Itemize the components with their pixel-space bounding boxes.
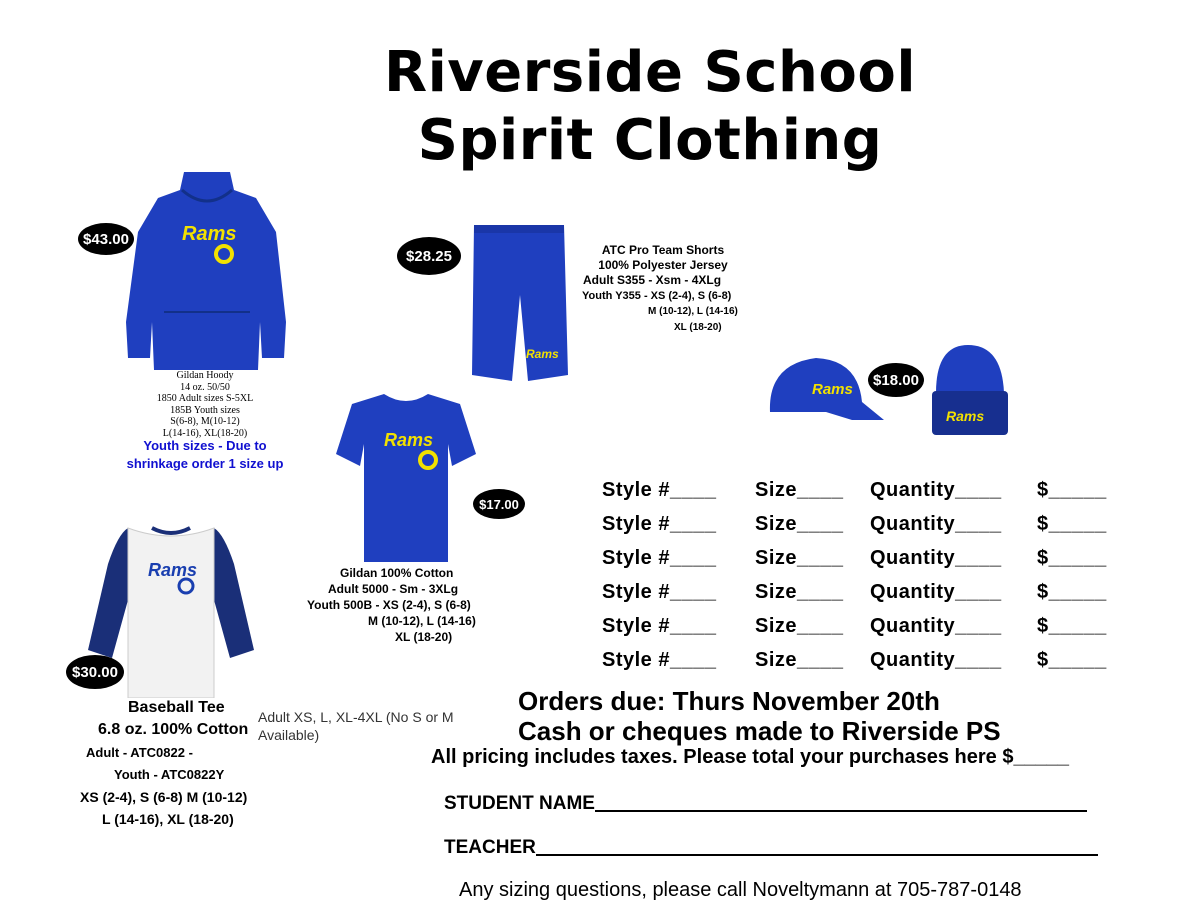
baseball-left-sleeve [88,528,128,658]
shorts-image [470,225,570,383]
shorts-logo: Rams [526,347,559,361]
style-field[interactable]: Style #____ [602,615,717,637]
tshirt-image [336,394,476,562]
amount-field[interactable]: $_____ [1037,479,1107,501]
hoody-image [124,172,290,370]
style-field[interactable]: Style #____ [602,649,717,671]
baseball-line: Youth - ATC0822Y [114,767,225,782]
page-title-line2: Spirit Clothing [417,108,883,173]
shorts-line: XL (18-20) [674,322,722,333]
baseball-logo: Rams [148,560,198,580]
size-field[interactable]: Size____ [755,649,844,671]
shorts-line: Adult S355 - Xsm - 4XLg [583,273,722,287]
baseball-body [128,528,214,698]
hoody-price-badge: $43.00 [78,223,134,255]
order-row [602,649,1107,683]
beanie-image [930,343,1010,437]
hats-price-badge: $18.00 [868,363,924,397]
quantity-field[interactable]: Quantity____ [870,513,1002,535]
order-form [602,479,1107,683]
tshirt-line: Youth 500B - XS (2-4), S (6-8) [307,598,471,612]
shorts-line: ATC Pro Team Shorts [601,243,725,257]
baseball-collar [152,528,190,533]
shorts-line: 100% Polyester Jersey [598,258,728,272]
shorts-price-badge: $28.25 [397,237,461,275]
amount-field[interactable]: $_____ [1037,649,1107,671]
beanie-top [936,345,1004,393]
quantity-field[interactable]: Quantity____ [870,649,1002,671]
cap-logo: Rams [812,381,853,398]
amount-field[interactable]: $_____ [1037,513,1107,535]
size-field[interactable]: Size____ [755,615,844,637]
tshirt-line: Gildan 100% Cotton [340,566,454,580]
teacher-label: TEACHER [444,837,536,858]
baseball-price-badge: $30.00 [66,655,124,689]
pricing-note: All pricing includes taxes. Please total your purchases here $_____ [431,746,1070,768]
size-field[interactable]: Size____ [755,479,844,501]
hoody-line: 1850 Adult sizes S-5XL [156,393,254,404]
beanie-logo: Rams [946,408,985,424]
baseball-line: L (14-16), XL (18-20) [102,811,234,827]
tshirt-line: XL (18-20) [395,630,453,644]
hoody-sizing-note [110,437,300,473]
hoody-note-line2: shrinkage order 1 size up [126,456,284,471]
order-row [602,581,1107,615]
baseball-line: Adult - ATC0822 - [86,745,193,760]
style-field[interactable]: Style #____ [602,581,717,603]
contact-info: Any sizing questions, please call Noveltymann at 705-787-0148 [459,879,1022,901]
payment-info: Cash or cheques made to Riverside PS [518,716,1001,746]
shorts-line: Youth Y355 - XS (2-4), S (6-8) [582,290,732,302]
style-field[interactable]: Style #____ [602,547,717,569]
tshirt-line: Adult 5000 - Sm - 3XLg [328,582,459,596]
quantity-field[interactable]: Quantity____ [870,479,1002,501]
amount-field[interactable]: $_____ [1037,581,1107,603]
shorts-details [578,243,748,336]
style-field[interactable]: Style #____ [602,513,717,535]
student-name-row [444,792,1087,815]
tshirt-body [336,394,476,562]
page-title-line1: Riverside School [383,40,917,105]
tshirt-logo: Rams [384,430,434,450]
shorts-line: M (10-12), L (14-16) [648,306,738,317]
baseball-line: 6.8 oz. 100% Cotton [98,721,249,738]
hoody-logo: Rams [182,223,237,245]
amount-field[interactable]: $_____ [1037,615,1107,637]
order-row [602,513,1107,547]
baseball-title: Baseball Tee [128,699,225,716]
student-name-field[interactable] [595,792,1087,812]
order-row [602,547,1107,581]
baseball-right-sleeve [214,528,254,658]
hoody-line: L(14-16), XL(18-20) [162,427,248,439]
tshirt-details [300,565,500,645]
hoody-line: S(6-8), M(10-12) [170,416,240,427]
order-row [602,479,1107,513]
orders-due: Orders due: Thurs November 20th [518,686,940,716]
teacher-row [444,836,1098,859]
student-name-label: STUDENT NAME [444,793,595,814]
size-field[interactable]: Size____ [755,513,844,535]
tshirt-line: M (10-12), L (14-16) [368,614,476,628]
baseball-size-note: Adult XS, L, XL-4XL (No S or M Available) [258,709,454,743]
style-field[interactable]: Style #____ [602,479,717,501]
hoody-line: 14 oz. 50/50 [180,381,230,393]
hoody-line: Gildan Hoody [176,370,234,381]
quantity-field[interactable]: Quantity____ [870,615,1002,637]
quantity-field[interactable]: Quantity____ [870,581,1002,603]
baseball-line: XS (2-4), S (6-8) M (10-12) [80,789,248,805]
hoody-note-line1: Youth sizes - Due to [143,438,267,453]
cap-image [766,350,886,430]
size-field[interactable]: Size____ [755,581,844,603]
quantity-field[interactable]: Quantity____ [870,547,1002,569]
hoody-details [130,370,280,439]
hoody-line: 185B Youth sizes [170,404,240,416]
size-field[interactable]: Size____ [755,547,844,569]
tshirt-price-badge: $17.00 [473,489,525,519]
order-row [602,615,1107,649]
shorts-waistband [474,225,564,233]
amount-field[interactable]: $_____ [1037,547,1107,569]
teacher-field[interactable] [536,836,1098,856]
